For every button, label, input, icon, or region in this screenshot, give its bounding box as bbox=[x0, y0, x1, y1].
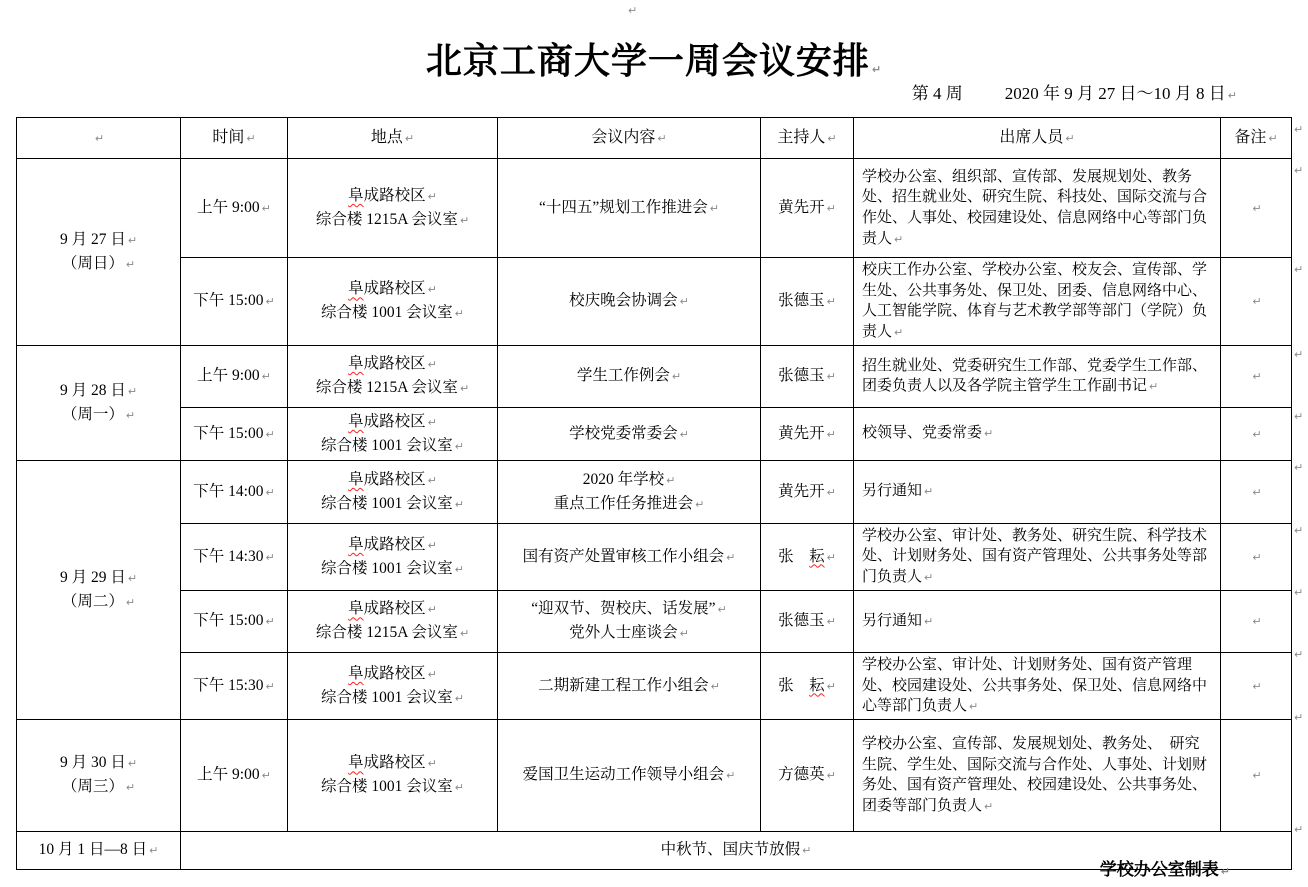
attendees-text: 学校办公室、组织部、宣传部、发展规划处、教务处、招生就业处、研究生院、科技处、国际交流与合作处、人事处、校园建设处、信息网络中心等部门负责人 bbox=[862, 168, 1208, 247]
attendees-cell bbox=[854, 159, 1221, 258]
cell-mark: ↵ bbox=[404, 132, 415, 146]
remarks-cell bbox=[1221, 258, 1292, 346]
location-cell bbox=[288, 159, 498, 258]
attendees-text: 另行通知 bbox=[862, 483, 923, 500]
cell-mark: ↵ bbox=[924, 615, 934, 628]
date-text: 9 月 28 日 bbox=[59, 381, 126, 399]
attendees-cell bbox=[854, 652, 1221, 719]
time-cell bbox=[181, 652, 288, 719]
cell-mark: ↵ bbox=[826, 769, 836, 783]
content-cell bbox=[498, 345, 761, 407]
time-cell bbox=[181, 258, 288, 346]
holiday-text: 中秋节、国庆节放假 bbox=[660, 841, 801, 859]
host-text: 耘 bbox=[809, 676, 825, 694]
date-text: 9 月 27 日 bbox=[59, 230, 126, 248]
cell-mark: ↵ bbox=[127, 233, 138, 247]
row-end-mark: ↵ bbox=[1294, 263, 1304, 276]
remarks-cell bbox=[1221, 407, 1292, 460]
time-text: 下午 15:00 bbox=[193, 612, 264, 630]
cell-mark: ↵ bbox=[454, 439, 464, 453]
cell-mark: ↵ bbox=[984, 427, 994, 441]
date-cell-sep29 bbox=[17, 460, 181, 719]
cell-mark: ↵ bbox=[125, 257, 136, 271]
cell-mark: ↵ bbox=[127, 571, 138, 585]
table-header-row bbox=[17, 118, 1292, 159]
cell-mark: ↵ bbox=[459, 382, 470, 396]
attendees-text: 校领导、党委常委 bbox=[862, 425, 983, 442]
header-remarks-cell bbox=[1221, 118, 1292, 159]
cell-mark: ↵ bbox=[1252, 427, 1262, 441]
time-cell bbox=[181, 460, 288, 523]
meeting-title: 学生工作例会 bbox=[576, 367, 670, 385]
cell-mark: ↵ bbox=[1252, 679, 1262, 693]
location-cell bbox=[288, 652, 498, 719]
time-text: 上午 9:00 bbox=[197, 766, 260, 784]
row-end-mark: ↵ bbox=[1294, 586, 1304, 599]
attendees-text: 学校办公室、审计处、教务处、研究生院、科学技术处、计划财务处、国有资产管理处、公共事务处等部门负责人 bbox=[862, 527, 1208, 586]
cell-mark: ↵ bbox=[894, 232, 904, 246]
time-cell bbox=[181, 159, 288, 258]
cell-mark: ↵ bbox=[1065, 132, 1075, 146]
row-end-mark: ↵ bbox=[1294, 164, 1304, 177]
cell-mark: ↵ bbox=[666, 473, 676, 487]
paragraph-mark: ↵ bbox=[1227, 89, 1237, 102]
cell-mark: ↵ bbox=[679, 295, 689, 309]
cell-mark: ↵ bbox=[454, 781, 464, 795]
content-cell bbox=[498, 652, 761, 719]
remarks-cell bbox=[1221, 523, 1292, 590]
host-text: 张德玉 bbox=[778, 367, 825, 385]
remarks-cell bbox=[1221, 159, 1292, 258]
cell-mark: ↵ bbox=[679, 427, 689, 441]
host-text: 张德玉 bbox=[778, 612, 825, 630]
cell-mark: ↵ bbox=[427, 358, 437, 372]
date-text: 10 月 1 日—8 日 bbox=[38, 841, 148, 859]
cell-mark: ↵ bbox=[671, 370, 682, 384]
host-cell bbox=[761, 407, 854, 460]
attendees-cell bbox=[854, 407, 1221, 460]
campus-text: 成路校区 bbox=[363, 754, 426, 772]
meeting-title: “十四五”规划工作推进会 bbox=[539, 198, 708, 216]
header-date-cell bbox=[17, 118, 181, 159]
table-row bbox=[17, 652, 1292, 719]
attendees-cell bbox=[854, 523, 1221, 590]
cell-mark: ↵ bbox=[125, 781, 136, 795]
row-end-mark: ↵ bbox=[1294, 123, 1304, 136]
row-end-mark: ↵ bbox=[1294, 711, 1304, 724]
meeting-title: 国有资产处置审核工作小组会 bbox=[522, 547, 725, 565]
meeting-title: 爱国卫生运动工作领导小组会 bbox=[522, 766, 725, 784]
cell-mark: ↵ bbox=[1268, 132, 1278, 146]
meeting-title: 校庆晚会协调会 bbox=[569, 292, 678, 310]
host-text: 张 bbox=[778, 676, 810, 694]
remarks-cell bbox=[1221, 345, 1292, 407]
campus-text: 阜 bbox=[348, 470, 364, 488]
campus-text: 成路校区 bbox=[363, 470, 426, 488]
cell-mark: ↵ bbox=[261, 769, 271, 783]
cell-mark: ↵ bbox=[265, 295, 275, 309]
host-cell bbox=[761, 719, 854, 831]
cell-mark: ↵ bbox=[826, 427, 836, 441]
cell-mark: ↵ bbox=[427, 603, 437, 617]
paragraph-mark: ↵ bbox=[1220, 865, 1230, 878]
campus-text: 成路校区 bbox=[363, 535, 426, 553]
row-end-mark: ↵ bbox=[1294, 461, 1304, 474]
header-location-cell bbox=[288, 118, 498, 159]
paragraph-mark: ↵ bbox=[628, 4, 638, 17]
page-title-text: 北京工商大学一周会议安排 bbox=[425, 40, 870, 81]
time-cell bbox=[181, 407, 288, 460]
time-text: 下午 15:00 bbox=[193, 292, 264, 310]
remarks-cell bbox=[1221, 460, 1292, 523]
cell-mark: ↵ bbox=[427, 415, 437, 429]
campus-text: 成路校区 bbox=[363, 355, 426, 373]
room-text: 综合楼 1001 会议室 bbox=[321, 494, 453, 512]
footer-text: 学校办公室制表 bbox=[1099, 860, 1219, 879]
cell-mark: ↵ bbox=[984, 800, 994, 814]
paragraph-mark: ↵ bbox=[871, 63, 883, 76]
host-cell bbox=[761, 590, 854, 652]
header-host-cell bbox=[761, 118, 854, 159]
campus-text: 阜 bbox=[348, 412, 364, 430]
time-text: 上午 9:00 bbox=[197, 198, 260, 216]
cell-mark: ↵ bbox=[265, 679, 275, 693]
content-cell bbox=[498, 159, 761, 258]
cell-mark: ↵ bbox=[1252, 769, 1262, 783]
remarks-cell bbox=[1221, 590, 1292, 652]
cell-mark: ↵ bbox=[679, 627, 689, 641]
cell-mark: ↵ bbox=[1252, 370, 1262, 384]
time-text: 下午 15:00 bbox=[193, 424, 264, 442]
location-cell bbox=[288, 590, 498, 652]
cell-mark: ↵ bbox=[709, 201, 719, 215]
header-content-cell bbox=[498, 118, 761, 159]
location-cell bbox=[288, 523, 498, 590]
host-cell bbox=[761, 345, 854, 407]
time-text: 下午 15:30 bbox=[193, 676, 264, 694]
content-cell bbox=[498, 590, 761, 652]
date-range: 2020 年 9 月 27 日～10 月 8 日 bbox=[1004, 84, 1226, 103]
header-content-label: 会议内容 bbox=[591, 129, 656, 147]
table-row bbox=[17, 460, 1292, 523]
campus-text: 阜 bbox=[348, 600, 364, 618]
time-cell bbox=[181, 590, 288, 652]
room-text: 综合楼 1215A 会议室 bbox=[315, 379, 458, 397]
cell-mark: ↵ bbox=[265, 550, 275, 564]
location-cell bbox=[288, 345, 498, 407]
content-cell bbox=[498, 460, 761, 523]
cell-mark: ↵ bbox=[427, 189, 437, 203]
cell-mark: ↵ bbox=[726, 550, 736, 564]
header-host-label: 主持人 bbox=[777, 129, 826, 147]
cell-mark: ↵ bbox=[261, 201, 271, 215]
row-end-mark: ↵ bbox=[1294, 410, 1304, 423]
cell-mark: ↵ bbox=[826, 550, 836, 564]
cell-mark: ↵ bbox=[827, 132, 837, 146]
cell-mark: ↵ bbox=[924, 571, 934, 585]
remarks-cell bbox=[1221, 652, 1292, 719]
campus-text: 阜 bbox=[348, 280, 364, 298]
campus-text: 阜 bbox=[348, 664, 364, 682]
weekday-text: （周三） bbox=[61, 778, 124, 796]
campus-text: 成路校区 bbox=[363, 664, 426, 682]
time-cell bbox=[181, 345, 288, 407]
date-cell-sep27 bbox=[17, 159, 181, 346]
table-row bbox=[17, 159, 1292, 258]
table-row bbox=[17, 345, 1292, 407]
room-text: 综合楼 1001 会议室 bbox=[321, 778, 453, 796]
location-cell bbox=[288, 719, 498, 831]
cell-mark: ↵ bbox=[717, 603, 727, 617]
subtitle bbox=[912, 79, 1237, 104]
cell-mark: ↵ bbox=[459, 627, 470, 641]
attendees-text: 学校办公室、审计处、计划财务处、国有资产管理处、校园建设处、公共事务处、保卫处、信息网络中心等部门负责人 bbox=[862, 656, 1208, 715]
meeting-title: “迎双节、贺校庆、话发展” bbox=[531, 600, 716, 618]
attendees-cell bbox=[854, 460, 1221, 523]
cell-mark: ↵ bbox=[459, 214, 470, 227]
cell-mark: ↵ bbox=[427, 757, 437, 771]
cell-mark: ↵ bbox=[826, 615, 836, 629]
host-cell bbox=[761, 523, 854, 590]
meeting-title-2: 重点工作任务推进会 bbox=[553, 494, 694, 512]
attendees-text: 招生就业处、党委研究生工作部、党委学生工作部、团委负责人以及各学院主管学生工作副书记 bbox=[862, 357, 1208, 395]
row-end-mark: ↵ bbox=[1294, 524, 1304, 537]
content-cell bbox=[498, 719, 761, 831]
schedule-table-wrap bbox=[16, 117, 1292, 870]
weekday-text: （周一） bbox=[61, 405, 124, 423]
campus-text: 阜 bbox=[348, 535, 364, 553]
cell-mark: ↵ bbox=[802, 844, 812, 858]
attendees-cell bbox=[854, 258, 1221, 346]
host-cell bbox=[761, 652, 854, 719]
cell-mark: ↵ bbox=[826, 679, 836, 693]
cell-mark: ↵ bbox=[657, 132, 667, 146]
cell-mark: ↵ bbox=[427, 538, 437, 552]
room-text: 综合楼 1215A 会议室 bbox=[315, 211, 458, 228]
header-attendees-label: 出席人员 bbox=[999, 129, 1064, 147]
header-time-cell bbox=[181, 118, 288, 159]
table-row bbox=[17, 590, 1292, 652]
host-text: 黄先开 bbox=[778, 198, 825, 216]
meeting-title: 2020 年学校 bbox=[582, 470, 665, 488]
cell-mark: ↵ bbox=[1252, 201, 1262, 215]
room-text: 综合楼 1001 会议室 bbox=[321, 436, 453, 454]
host-cell bbox=[761, 460, 854, 523]
cell-mark: ↵ bbox=[265, 427, 275, 441]
cell-mark: ↵ bbox=[427, 283, 437, 297]
cell-mark: ↵ bbox=[454, 691, 464, 705]
cell-mark: ↵ bbox=[826, 485, 836, 499]
cell-mark: ↵ bbox=[427, 667, 437, 681]
cell-mark: ↵ bbox=[826, 201, 836, 215]
room-text: 综合楼 1001 会议室 bbox=[321, 688, 453, 706]
campus-text: 成路校区 bbox=[363, 280, 426, 298]
campus-text: 阜 bbox=[348, 186, 364, 204]
cell-mark: ↵ bbox=[1252, 295, 1262, 309]
room-text: 综合楼 1001 会议室 bbox=[321, 304, 453, 322]
cell-mark: ↵ bbox=[924, 485, 934, 499]
campus-text: 阜 bbox=[348, 754, 364, 772]
header-location-label: 地点 bbox=[370, 129, 403, 147]
date-text: 9 月 30 日 bbox=[59, 754, 126, 772]
cell-mark: ↵ bbox=[454, 307, 464, 321]
cell-mark: ↵ bbox=[127, 384, 138, 398]
cell-mark: ↵ bbox=[1149, 380, 1159, 394]
campus-text: 阜 bbox=[348, 355, 364, 373]
table-row bbox=[17, 407, 1292, 460]
cell-mark: ↵ bbox=[246, 132, 256, 146]
meeting-title-2: 党外人士座谈会 bbox=[569, 624, 678, 642]
host-cell bbox=[761, 258, 854, 346]
cell-mark: ↵ bbox=[894, 326, 904, 340]
page-title bbox=[0, 33, 1308, 84]
row-end-mark: ↵ bbox=[1294, 348, 1304, 361]
content-cell bbox=[498, 523, 761, 590]
date-cell-oct1-8 bbox=[17, 831, 181, 869]
cell-mark: ↵ bbox=[125, 408, 136, 422]
cell-mark: ↵ bbox=[127, 757, 138, 771]
cell-mark: ↵ bbox=[1252, 485, 1262, 499]
time-text: 上午 9:00 bbox=[197, 367, 260, 385]
attendees-text: 另行通知 bbox=[862, 613, 923, 629]
content-cell bbox=[498, 258, 761, 346]
campus-text: 成路校区 bbox=[363, 186, 426, 204]
host-text: 黄先开 bbox=[778, 482, 825, 500]
table-row bbox=[17, 523, 1292, 590]
table-row bbox=[17, 719, 1292, 831]
cell-mark: ↵ bbox=[695, 497, 705, 511]
cell-mark: ↵ bbox=[94, 132, 105, 146]
room-text: 综合楼 1215A 会议室 bbox=[315, 624, 458, 642]
time-cell bbox=[181, 719, 288, 831]
weekday-text: （周日） bbox=[61, 254, 124, 272]
weekday-text: （周二） bbox=[61, 592, 124, 610]
time-text: 下午 14:00 bbox=[193, 482, 264, 500]
host-text: 方德英 bbox=[778, 766, 825, 784]
host-cell bbox=[761, 159, 854, 258]
location-cell bbox=[288, 407, 498, 460]
meeting-title: 学校党委常委会 bbox=[569, 424, 678, 442]
host-text: 黄先开 bbox=[778, 424, 825, 442]
location-cell bbox=[288, 460, 498, 523]
cell-mark: ↵ bbox=[261, 370, 271, 384]
attendees-cell bbox=[854, 590, 1221, 652]
content-cell bbox=[498, 407, 761, 460]
header-remarks-label: 备注 bbox=[1234, 129, 1267, 147]
room-text: 综合楼 1001 会议室 bbox=[321, 559, 453, 577]
week-label: 第 4 周 bbox=[911, 84, 963, 103]
time-text: 下午 14:30 bbox=[193, 547, 264, 565]
header-time-label: 时间 bbox=[212, 129, 245, 147]
meeting-title: 二期新建工程工作小组会 bbox=[538, 676, 709, 694]
schedule-table bbox=[16, 117, 1292, 870]
attendees-cell bbox=[854, 345, 1221, 407]
cell-mark: ↵ bbox=[726, 769, 736, 783]
cell-mark: ↵ bbox=[454, 497, 464, 511]
cell-mark: ↵ bbox=[454, 562, 464, 576]
cell-mark: ↵ bbox=[1252, 615, 1262, 629]
host-text: 耘 bbox=[809, 547, 825, 565]
row-end-mark: ↵ bbox=[1294, 648, 1304, 661]
cell-mark: ↵ bbox=[125, 595, 136, 609]
cell-mark: ↵ bbox=[826, 370, 836, 384]
location-cell bbox=[288, 258, 498, 346]
cell-mark: ↵ bbox=[149, 844, 159, 858]
campus-text: 成路校区 bbox=[363, 600, 426, 618]
cell-mark: ↵ bbox=[1252, 550, 1262, 564]
cell-mark: ↵ bbox=[265, 485, 275, 499]
remarks-cell bbox=[1221, 719, 1292, 831]
header-attendees-cell bbox=[854, 118, 1221, 159]
cell-mark: ↵ bbox=[969, 700, 979, 714]
cell-mark: ↵ bbox=[427, 473, 437, 487]
attendees-cell bbox=[854, 719, 1221, 831]
host-text: 张 bbox=[778, 547, 810, 565]
row-end-mark: ↵ bbox=[1294, 823, 1304, 836]
table-row bbox=[17, 258, 1292, 346]
date-cell-sep28 bbox=[17, 345, 181, 460]
host-text: 张德玉 bbox=[778, 292, 825, 310]
date-cell-sep30 bbox=[17, 719, 181, 831]
attendees-text: 校庆工作办公室、学校办公室、校友会、宣传部、学生处、公共事务处、保卫处、团委、信息网络中心、人工智能学院、体育与艺术教学部等部门（学院）负责人 bbox=[862, 262, 1208, 341]
footer-note bbox=[1100, 855, 1230, 880]
cell-mark: ↵ bbox=[826, 295, 836, 309]
cell-mark: ↵ bbox=[710, 679, 720, 693]
attendees-text: 学校办公室、宣传部、发展规划处、教务处、 研究生院、学生处、国际交流与合作处、人事处、计划财务处、国有资产管理处、校园建设处、公共事务处、团委等部门负责人 bbox=[862, 736, 1208, 815]
campus-text: 成路校区 bbox=[363, 412, 426, 430]
time-cell bbox=[181, 523, 288, 590]
date-text: 9 月 29 日 bbox=[59, 568, 126, 586]
cell-mark: ↵ bbox=[265, 615, 275, 629]
